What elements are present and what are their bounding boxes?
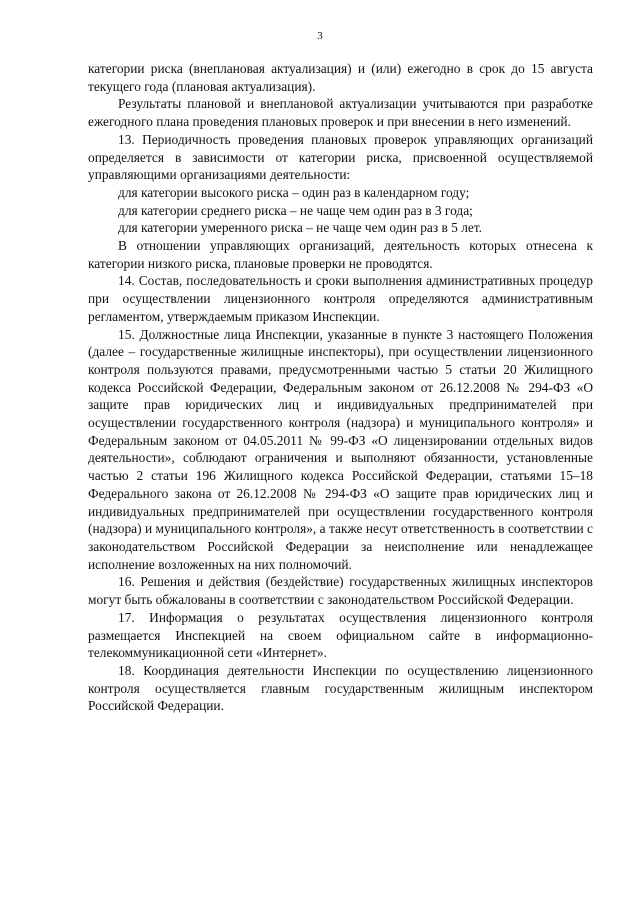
paragraph-13: 13. Периодичность проведения плановых проверок управляющих организаций определяется в зависимости от категории риска, присвоенной осуществляемой управляющими организациями деятельности: [88, 131, 593, 183]
document-body [88, 60, 593, 715]
paragraph-18: 18. Координация деятельности Инспекции по осуществлению лицензионного контроля осуществляется главным государственным жилищным инспектором Российской Федерации. [88, 662, 593, 714]
paragraph-continuation: категории риска (внеплановая актуализация) и (или) ежегодно в срок до 15 августа текущего года (плановая актуализация). [88, 61, 593, 94]
paragraph-15: 15. Должностные лица Инспекции, указанные в пункте 3 настоящего Положения (далее – государственные жилищные инспекторы), при осуществлении лицензионного контроля пользуются правами, предусмотренными частью 5 статьи 20 Жилищного кодекса Российской Федерации, Федеральным законом от 26.12.2008 № 294-ФЗ «О защите прав юридических лиц и индивидуальных предпринимателей при осуществлении государственного контроля (надзора) и муниципального контроля» и Федеральным законом от 04.05.2011 № 99-ФЗ «О лицензировании отдельных видов деятельности», соблюдают ограничения и выполняют обязанности, установленные частью 2 статьи 196 Жилищного кодекса Российской Федерации, статьями 15–18 Федерального закона от 26.12.2008 № 294-ФЗ «О защите прав юридических лиц и индивидуальных предпринимателей при осуществлении государственного контроля (надзора) и муниципального контроля», а также несут ответственность в соответствии с законодательством Российской Федерации за неисполнение или ненадлежащее исполнение возложенных на них полномочий. [88, 326, 593, 572]
list-item-high-risk: для категории высокого риска – один раз в календарном году; [118, 184, 470, 200]
paragraph-16: 16. Решения и действия (бездействие) государственных жилищных инспекторов могут быть обжалованы в соответствии с законодательством Российской Федерации. [88, 574, 593, 608]
paragraph-17: 17. Информация о результатах осуществления лицензионного контроля размещается Инспекцией на своем официальном сайте в информационно-телекоммуникационной сети «Интернет». [88, 609, 593, 661]
paragraph-actualization-results: Результаты плановой и внеплановой актуализации учитываются при разработке ежегодного плана проведения плановых проверок и при внесении в него изменений. [88, 96, 593, 130]
paragraph-low-risk: В отношении управляющих организаций, деятельность которых отнесена к категории низкого риска, плановые проверки не проводятся. [88, 238, 593, 271]
list-item-moderate-risk: для категории умеренного риска – не чаще чем один раз в 5 лет. [118, 220, 483, 236]
paragraph-14: 14. Состав, последовательность и сроки выполнения административных процедур при осуществлении лицензионного контроля определяются административным регламентом, утверждаемым приказом Инспекции. [88, 273, 593, 324]
list-item-medium-risk: для категории среднего риска – не чаще чем один раз в 3 года; [118, 202, 473, 218]
page-number: 3 [317, 30, 323, 42]
